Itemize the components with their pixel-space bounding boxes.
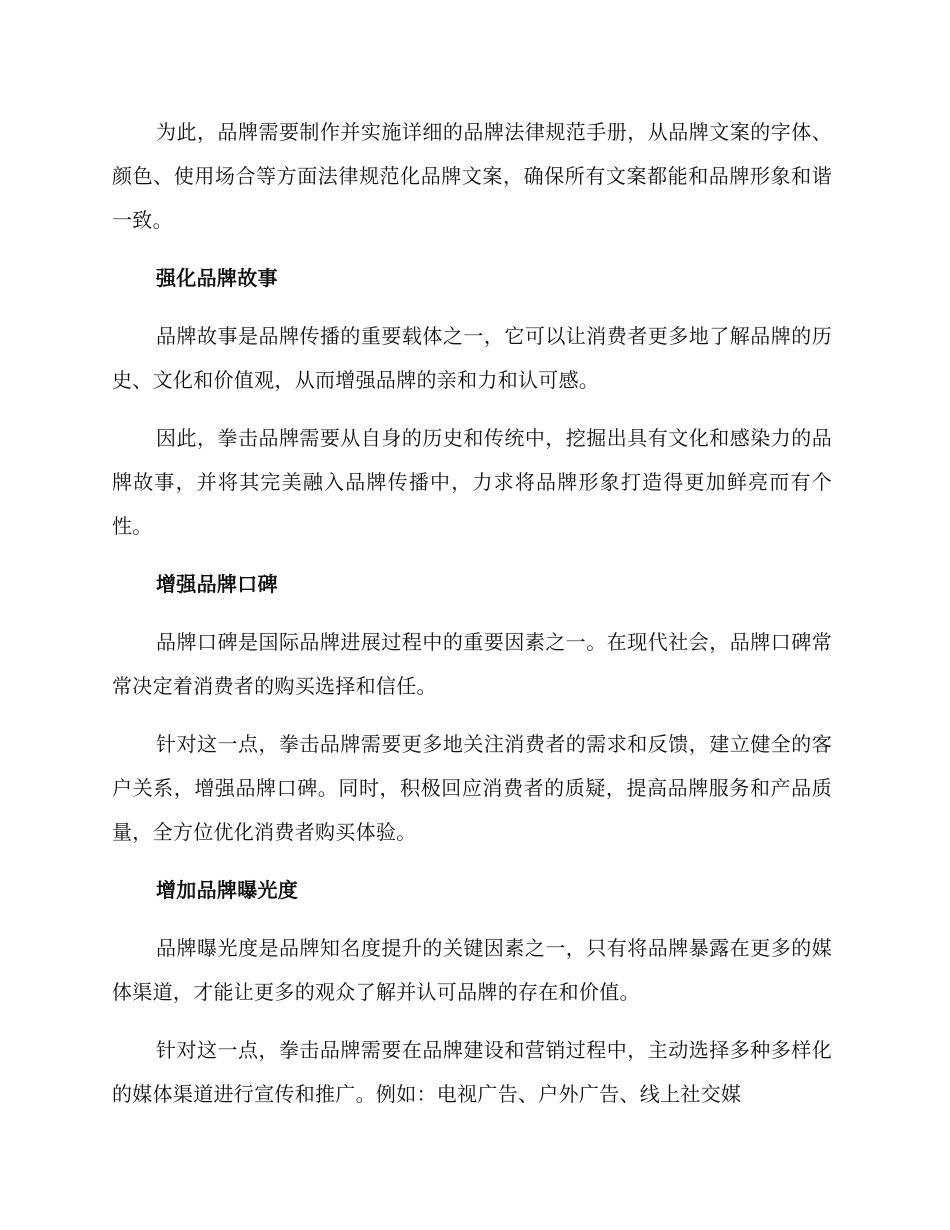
section-heading: 增强品牌口碑 [156,572,278,596]
paragraph: 因此，拳击品牌需要从自身的历史和传统中，挖掘出具有文化和感染力的品牌故事，并将其完美融入品牌传播中，力求将品牌形象打造得更加鲜亮而有个性。 [112,426,832,538]
paragraph: 针对这一点，拳击品牌需要在品牌建设和营销过程中，主动选择多种多样化的媒体渠道进行宣传和推广。例如：电视广告、户外广告、线上社交媒 [112,1038,832,1106]
paragraph: 针对这一点，拳击品牌需要更多地关注消费者的需求和反馈，建立健全的客户关系，增强品牌口碑。同时，积极回应消费者的质疑，提高品牌服务和产品质量，全方位优化消费者购买体验。 [112,732,832,844]
section-heading: 增加品牌曝光度 [156,878,299,902]
section-heading: 强化品牌故事 [156,266,278,290]
paragraph: 品牌故事是品牌传播的重要载体之一，它可以让消费者更多地了解品牌的历史、文化和价值观，从而增强品牌的亲和力和认可感。 [112,324,832,392]
paragraph: 品牌口碑是国际品牌进展过程中的重要因素之一。在现代社会，品牌口碑常常决定着消费者的购买选择和信任。 [112,630,832,698]
paragraph: 品牌曝光度是品牌知名度提升的关键因素之一，只有将品牌暴露在更多的媒体渠道，才能让更多的观众了解并认可品牌的存在和价值。 [112,936,832,1004]
paragraph: 为此，品牌需要制作并实施详细的品牌法律规范手册，从品牌文案的字体、颜色、使用场合等方面法律规范化品牌文案，确保所有文案都能和品牌形象和谐一致。 [112,120,832,232]
document-body [112,110,832,1130]
